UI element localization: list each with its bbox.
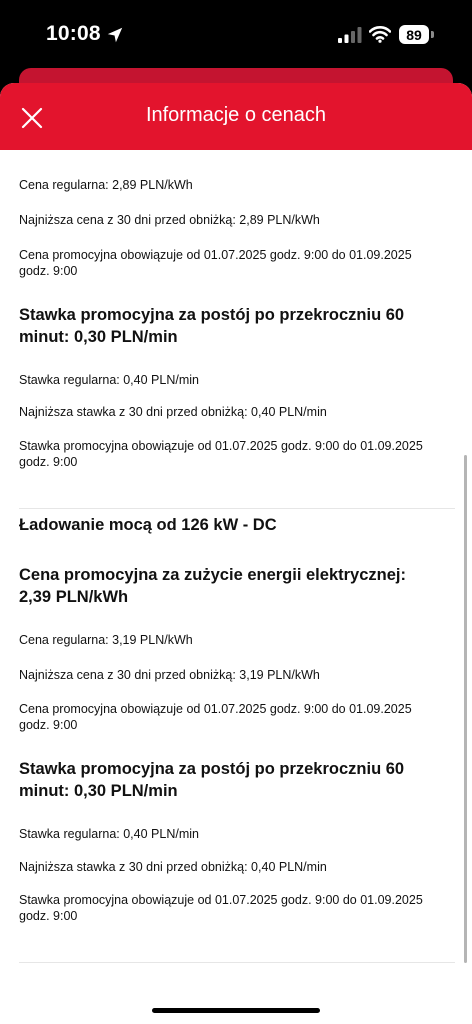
energy-price-heading: Cena promocyjna za zużycie energii elektrycznej: 2,39 PLN/kWh bbox=[19, 566, 406, 606]
promo-validity-text: Stawka promocyjna obowiązuje od 01.07.2025 godz. 9:00 do 01.09.2025 godz. 9:00 bbox=[19, 439, 423, 469]
status-time: 10:08 bbox=[46, 22, 101, 45]
regular-price-text: Cena regularna: 2,89 PLN/kWh bbox=[19, 178, 193, 192]
regular-rate-text: Stawka regularna: 0,40 PLN/min bbox=[19, 373, 199, 387]
lowest-price-text: Najniższa cena z 30 dni przed obniżką: 2,89 PLN/kWh bbox=[19, 213, 320, 227]
regular-rate-text: Stawka regularna: 0,40 PLN/min bbox=[19, 827, 199, 841]
promo-validity-text: Cena promocyjna obowiązuje od 01.07.2025 godz. 9:00 do 01.09.2025 godz. 9:00 bbox=[19, 702, 412, 732]
location-arrow-icon bbox=[106, 26, 124, 44]
regular-price-text: Cena regularna: 3,19 PLN/kWh bbox=[19, 633, 193, 647]
lowest-rate-text: Najniższa stawka z 30 dni przed obniżką: 0,40 PLN/min bbox=[19, 860, 327, 874]
battery-level: 89 bbox=[406, 26, 422, 43]
parking-rate-heading: Stawka promocyjna za postój po przekroczniu 60 minut: 0,30 PLN/min bbox=[19, 760, 405, 800]
section-divider bbox=[19, 962, 455, 963]
battery-indicator bbox=[399, 25, 429, 44]
battery-tip bbox=[431, 31, 434, 38]
cellular-signal-icon bbox=[338, 27, 362, 43]
parking-rate-heading: Stawka promocyjna za postój po przekroczniu 60 minut: 0,30 PLN/min bbox=[19, 306, 405, 346]
charging-group-title: Ładowanie mocą od 126 kW - DC bbox=[19, 516, 277, 534]
home-indicator[interactable] bbox=[152, 1008, 320, 1013]
wifi-icon bbox=[369, 25, 391, 43]
promo-validity-text: Stawka promocyjna obowiązuje od 01.07.2025 godz. 9:00 do 01.09.2025 godz. 9:00 bbox=[19, 893, 423, 923]
scrollbar[interactable] bbox=[464, 455, 467, 963]
lowest-price-text: Najniższa cena z 30 dni przed obniżką: 3,19 PLN/kWh bbox=[19, 668, 320, 682]
lowest-rate-text: Najniższa stawka z 30 dni przed obniżką: 0,40 PLN/min bbox=[19, 405, 327, 419]
sheet-header bbox=[0, 83, 472, 150]
page-title: Informacje o cenach bbox=[145, 104, 327, 126]
price-info-sheet bbox=[0, 83, 472, 1024]
promo-validity-text: Cena promocyjna obowiązuje od 01.07.2025 godz. 9:00 do 01.09.2025 godz. 9:00 bbox=[19, 248, 412, 278]
status-bar bbox=[0, 0, 472, 70]
section-divider bbox=[19, 508, 455, 509]
